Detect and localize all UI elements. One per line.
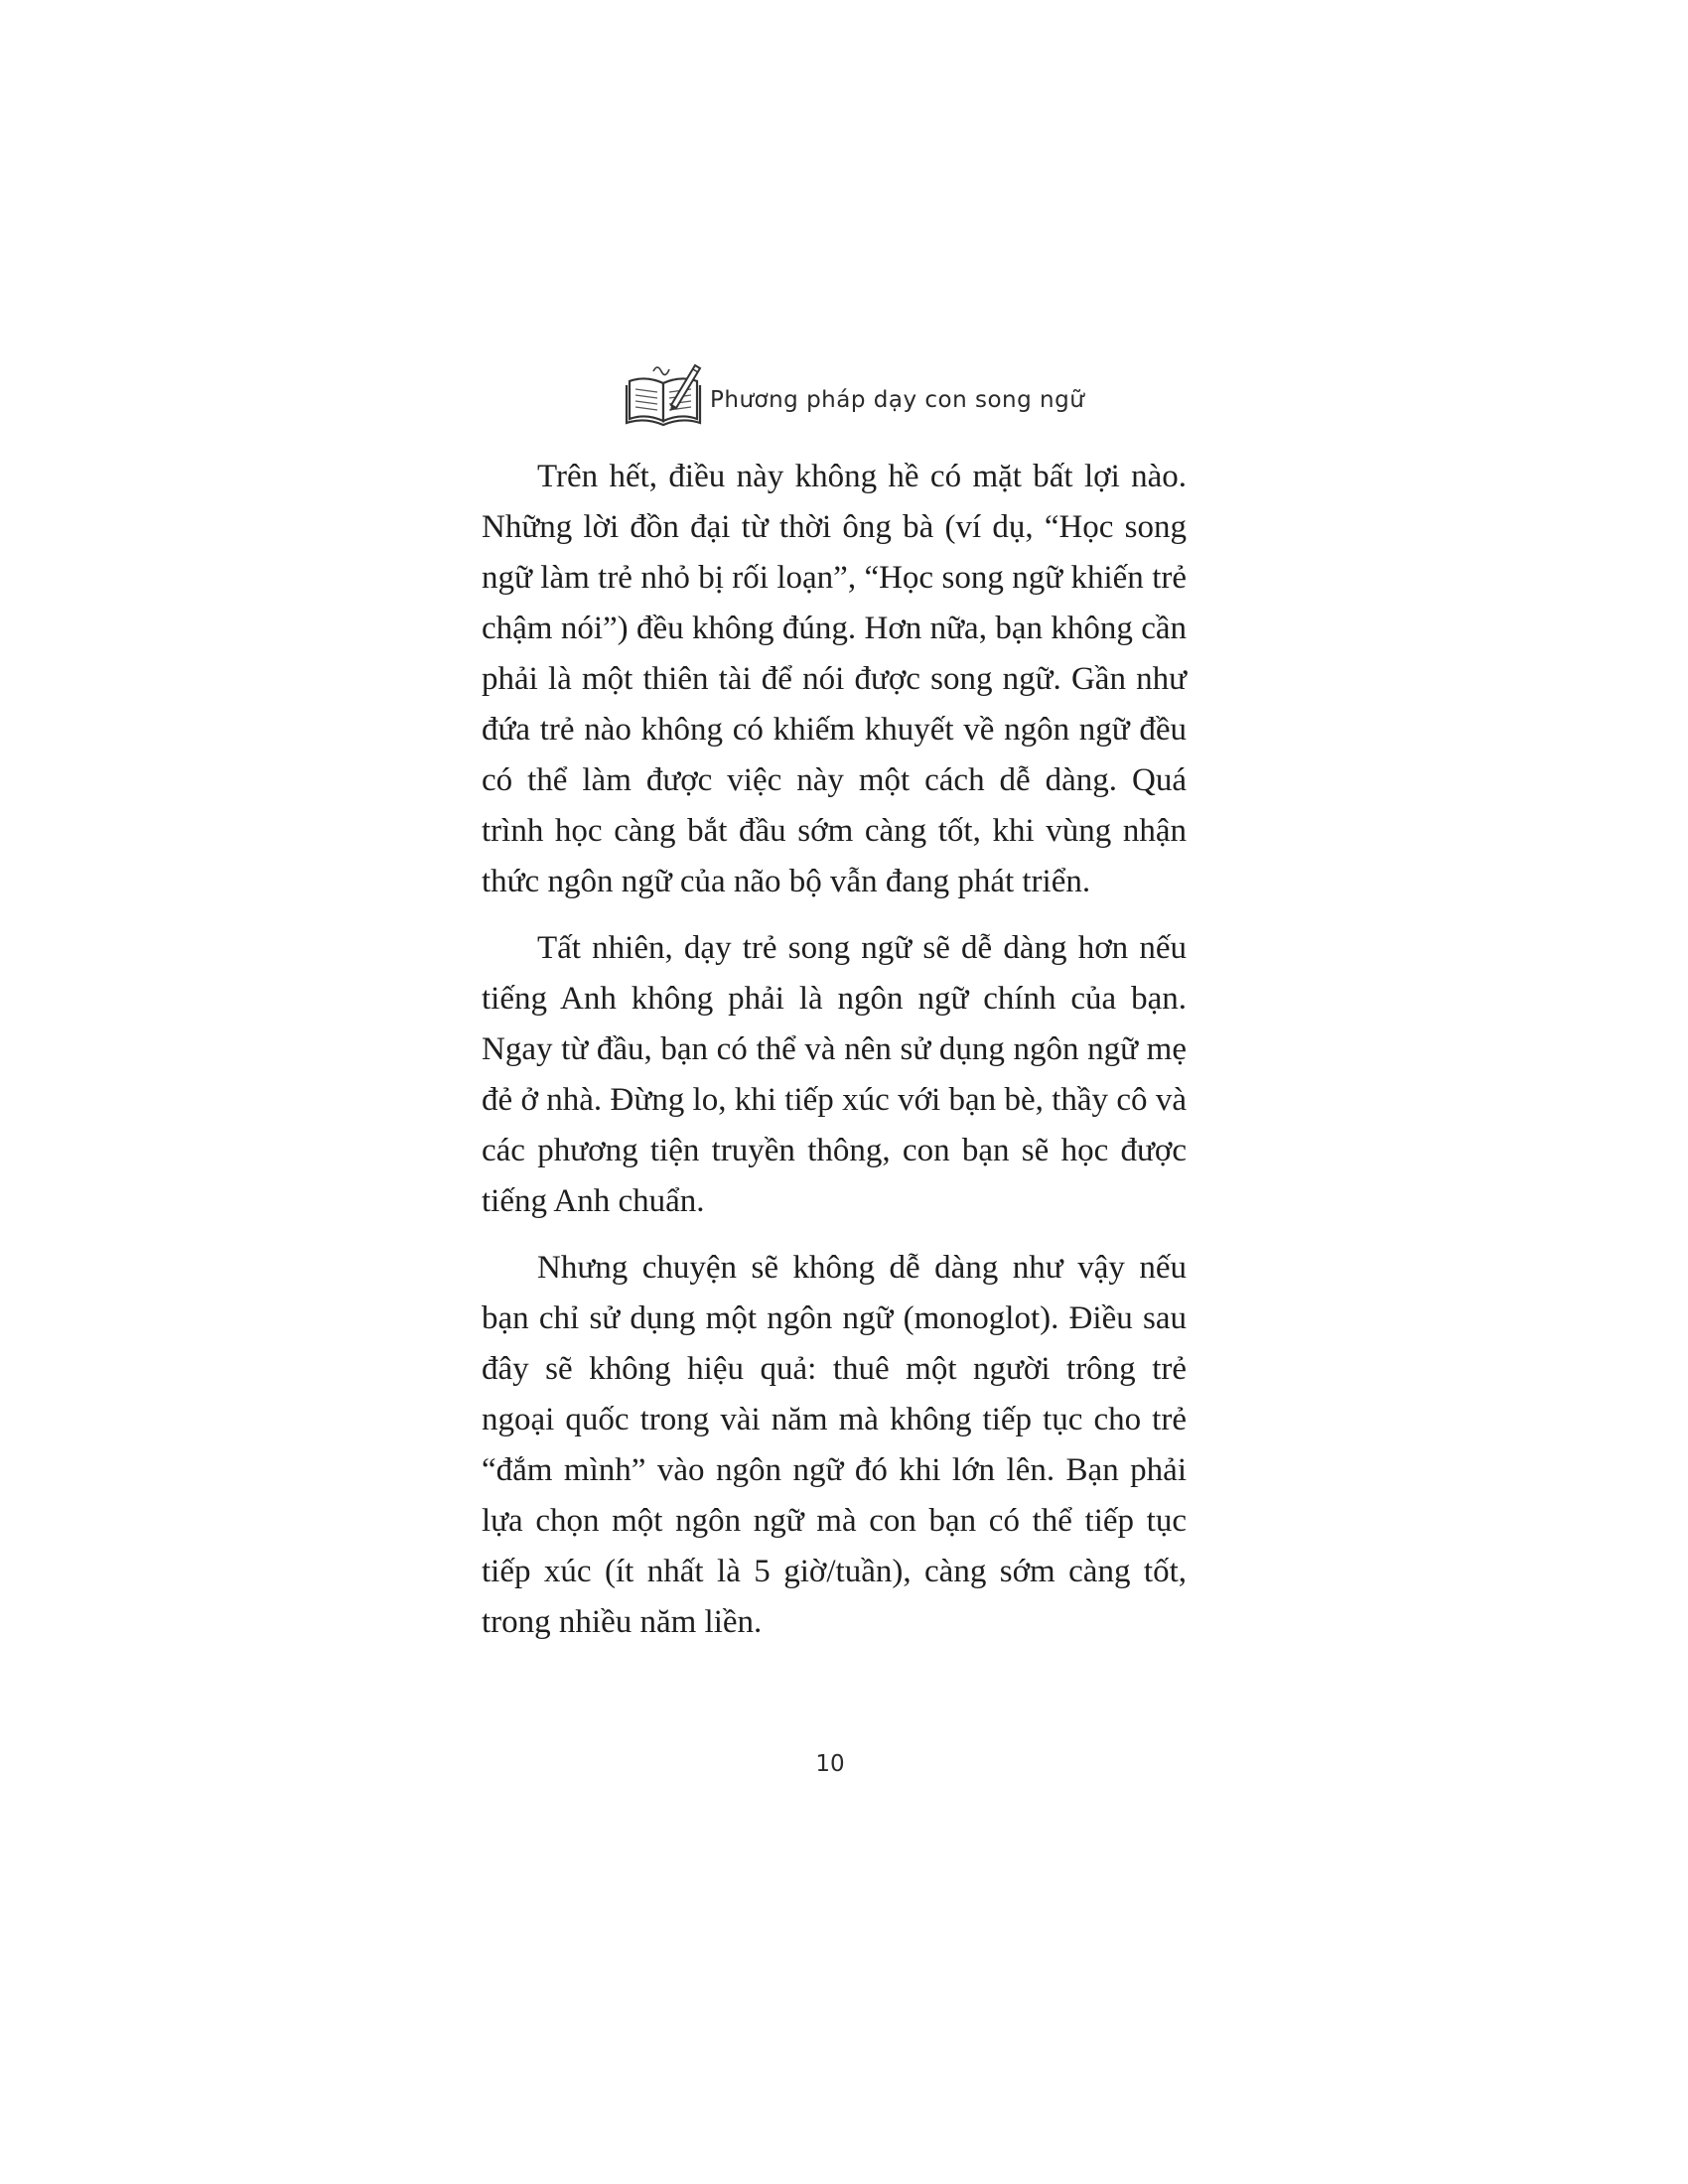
running-header bbox=[624, 357, 1100, 437]
paragraph: Tất nhiên, dạy trẻ song ngữ sẽ dễ dàng hơn nếu tiếng Anh không phải là ngôn ngữ chính của bạn. Ngay từ đầu, bạn có thể và nên sử dụng ngôn ngữ mẹ đẻ ở nhà. Đừng lo, khi tiếp xúc với bạn bè, thầy cô và các phương tiện truyền thông, con bạn sẽ học được tiếng Anh chuẩn. bbox=[482, 930, 1187, 1219]
running-header-title: Phương pháp dạy con song ngữ bbox=[710, 387, 1085, 413]
paragraph: Nhưng chuyện sẽ không dễ dàng như vậy nếu bạn chỉ sử dụng một ngôn ngữ (monoglot). Điều sau đây sẽ không hiệu quả: thuê một người trông trẻ ngoại quốc trong vài năm mà không tiếp tục cho trẻ “đắm mình” vào ngôn ngữ đó khi lớn lên. Bạn phải lựa chọn một ngôn ngữ mà con bạn có thể tiếp tục tiếp xúc (ít nhất là 5 giờ/tuần), càng sớm càng tốt, trong nhiều năm liền. bbox=[482, 1250, 1187, 1640]
open-book-with-pen-icon bbox=[624, 359, 705, 429]
page-number: 10 bbox=[815, 1751, 845, 1777]
paragraph: Trên hết, điều này không hề có mặt bất lợi nào. Những lời đồn đại từ thời ông bà (ví dụ, “Học song ngữ làm trẻ nhỏ bị rối loạn”, “Học song ngữ khiến trẻ chậm nói”) đều không đúng. Hơn nữa, bạn không cần phải là một thiên tài để nói được song ngữ. Gần như đứa trẻ nào không có khiếm khuyết về ngôn ngữ đều có thể làm được việc này một cách dễ dàng. Quá trình học càng bắt đầu sớm càng tốt, khi vùng nhận thức ngôn ngữ của não bộ vẫn đang phát triển. bbox=[482, 459, 1187, 899]
body-text bbox=[482, 452, 1187, 1664]
